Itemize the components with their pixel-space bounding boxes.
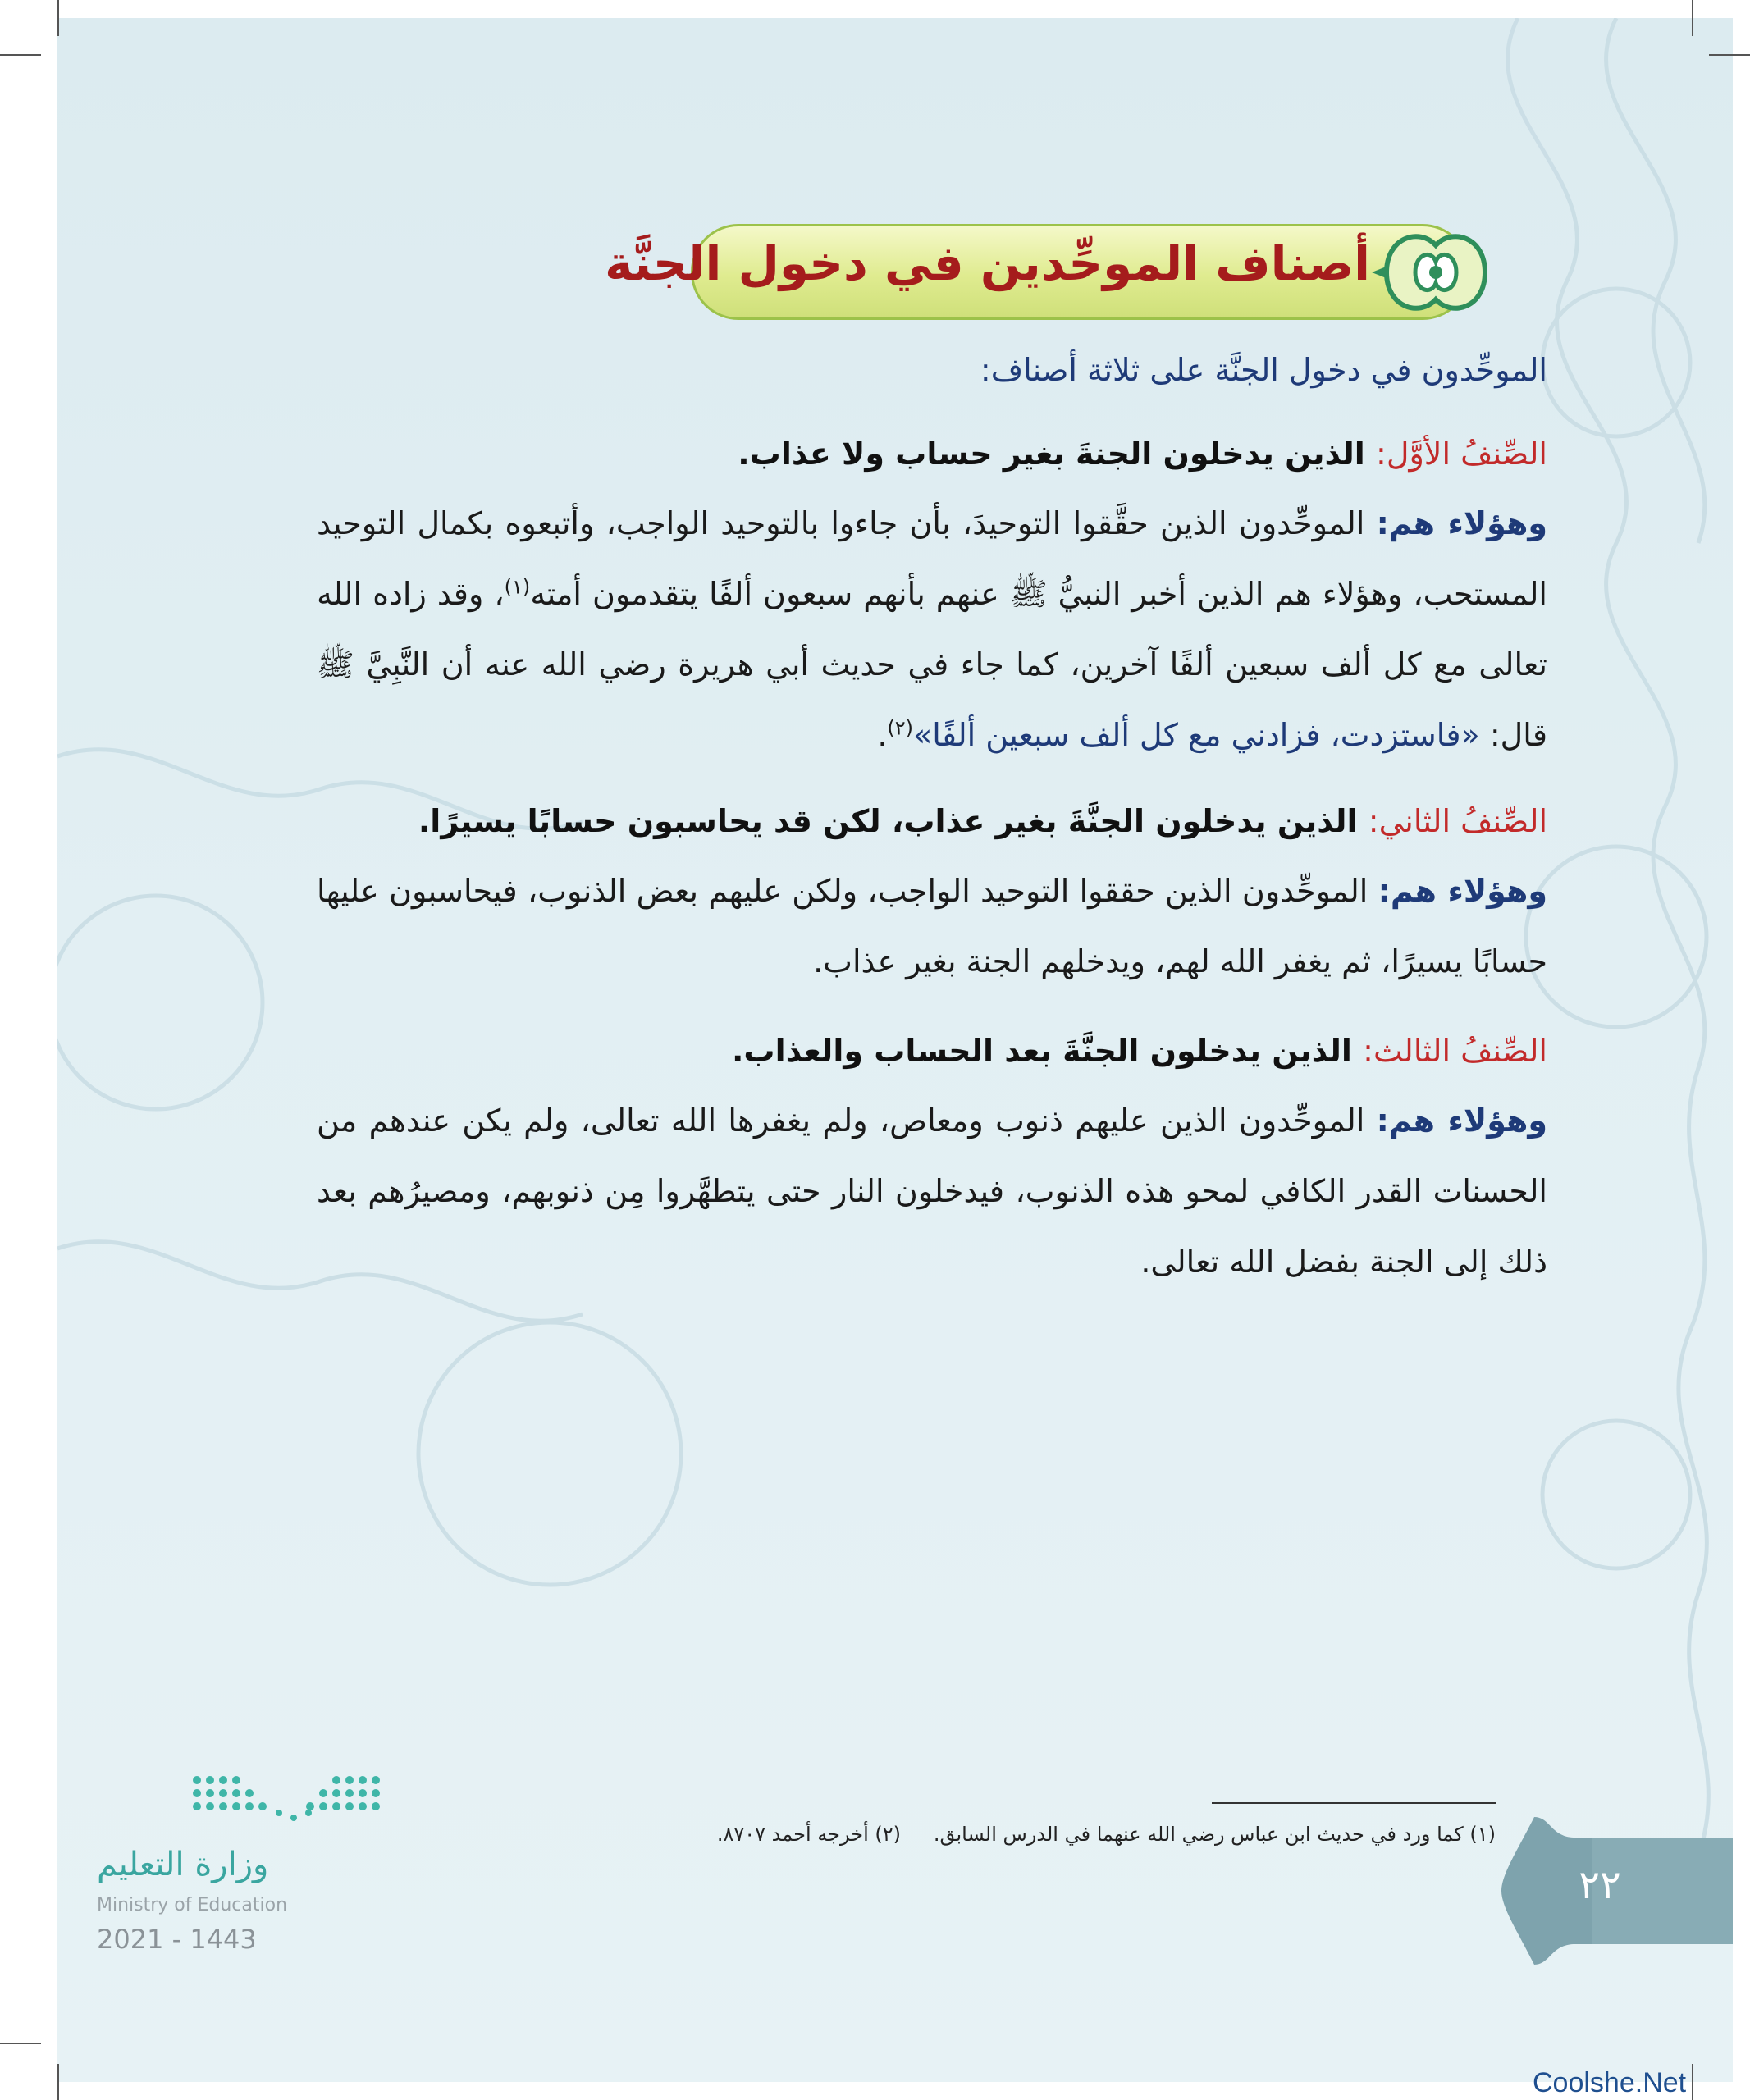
category-1-heading — [317, 418, 1547, 489]
category-1-label: الصِّنفُ الأوَّل: — [1376, 436, 1547, 472]
category-3-label: الصِّنفُ الثالث: — [1363, 1033, 1547, 1069]
crop-mark — [57, 0, 59, 36]
category-1-text: الموحِّدون الذين حقَّقوا التوحيدَ، بأن جاءوا بالتوحيد الواجب، وأتبعوه بكمال التوحيد المستحب، وهؤلاء هم الذين أخبر النبيُّ ﷺ عنهم بأنهم سبعون ألفًا يتقدمون أمته — [317, 505, 1547, 612]
footnote-divider — [1212, 1802, 1496, 1804]
ministry-name-english: Ministry of Education — [97, 1895, 288, 1915]
crop-mark — [1692, 2064, 1693, 2100]
category-1-lead: وهؤلاء هم: — [1376, 505, 1547, 541]
category-2-label: الصِّنفُ الثاني: — [1368, 803, 1547, 839]
crop-mark — [1709, 54, 1750, 56]
ministry-name-arabic: وزارة التعليم — [97, 1846, 269, 1883]
category-1-body: وهؤلاء هم: الموحِّدون الذين حقَّقوا التوحيدَ، بأن جاءوا بالتوحيد الواجب، وأتبعوه بكمال التوحيد المستحب، وهؤلاء هم الذين أخبر النبيُّ ﷺ عنهم بأنهم سبعون ألفًا يتقدمون أمته$^{(١)}$، وقد زاده الله تعالى مع كل ألف سبعين ألفًا آخرين، كما جاء في حديث أبي هريرة رضي الله عنه أن النَّبِيَّ ﷺ قال: «فاستزدت، فزادني مع كل ألف سبعين ألفًا»$^{(٢)}$. — [317, 505, 1547, 753]
arabesque-emblem-icon — [1370, 221, 1493, 324]
footnote-ref: (١) — [504, 575, 531, 599]
intro-line: الموحِّدون في دخول الجنَّة على ثلاثة أصناف: — [980, 352, 1547, 388]
category-2-lead: وهؤلاء هم: — [1378, 873, 1547, 909]
category-2-heading — [317, 786, 1547, 856]
title-banner — [605, 224, 1493, 320]
category-3-text: الموحِّدون الذين عليهم ذنوب ومعاص، ولم يغفرها الله تعالى، ولم يكن عندهم من الحسنات القدر الكافي لمحو هذه الذنوب، فيدخلون النار حتى يتطهَّروا مِن ذنوبهم، ومصيرُهم بعد ذلك إلى الجنة بفضل الله تعالى. — [317, 1102, 1547, 1280]
category-3-heading — [317, 1016, 1547, 1086]
category-3-title: الذين يدخلون الجنَّةَ بعد الحساب والعذاب. — [732, 1033, 1352, 1069]
category-1-title: الذين يدخلون الجنةَ بغير حساب ولا عذاب. — [738, 436, 1365, 472]
site-watermark: Coolshe.Net — [1533, 2067, 1687, 2098]
category-3-body — [317, 1085, 1547, 1297]
footnote-2: (٢) أخرجه أحمد ٨٧٠٧. — [716, 1823, 901, 1846]
crop-mark — [0, 2043, 41, 2044]
crop-mark — [1692, 0, 1693, 36]
category-1-text-cont: ، وقد زاده الله تعالى مع كل ألف سبعين ألفًا آخرين، كما جاء في حديث أبي هريرة رضي الله عنه أن النَّبِيَّ ﷺ قال: — [317, 576, 1547, 753]
category-2-title: الذين يدخلون الجنَّةَ بغير عذاب، لكن قد يحاسبون حسابًا يسيرًا. — [418, 803, 1358, 839]
category-2-body — [317, 856, 1547, 997]
crop-mark — [0, 54, 41, 56]
ministry-years: 2021 - 1443 — [97, 1924, 257, 1955]
page-number: ٢٢ — [1579, 1862, 1621, 1908]
footnote-1: (١) كما ورد في حديث ابن عباس رضي الله عنهما في الدرس السابق. — [933, 1823, 1496, 1846]
hadith-quote: «فاستزدت، فزادني مع كل ألف سبعين ألفًا» — [913, 717, 1480, 753]
ministry-logo-icon — [189, 1772, 394, 1829]
category-2-text: الموحِّدون الذين حققوا التوحيد الواجب، ولكن عليهم بعض الذنوب، فيحاسبون عليها حسابًا يسيرًا، ثم يغفر الله لهم، ويدخلهم الجنة بغير عذاب. — [317, 873, 1547, 979]
category-3-lead: وهؤلاء هم: — [1376, 1102, 1547, 1139]
footnote-ref: (٢) — [887, 716, 914, 740]
crop-mark — [57, 2064, 59, 2100]
page-title: أصناف الموحِّدين في دخول الجنَّة — [605, 235, 1370, 291]
